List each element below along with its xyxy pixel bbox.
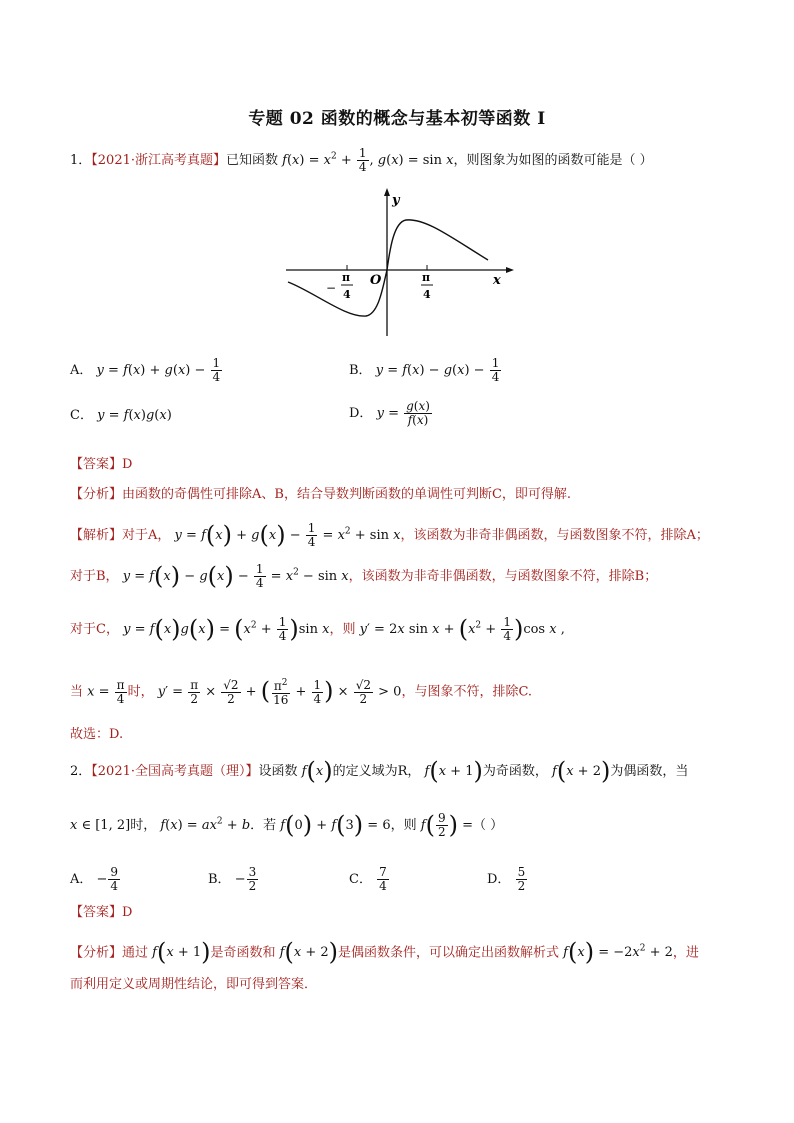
q2-stem-f: ．若	[250, 818, 277, 833]
q2-stem-g: ，则	[390, 818, 417, 833]
neg-tick-pi: π	[342, 271, 351, 284]
q2-analysis-tag: 【分析】	[70, 945, 123, 961]
q1-solution-line-3: 对于C， $y = f(x)g(x) = (x^2$ + $\frac{1}{4}$ )sin x，则 y′ = 2x $\sin x + (x^2$ + $\frac{1}{4}$ )cos x ,	[70, 614, 565, 643]
q1-sol1-suffix: ，该函数为非奇非偶函数，与函数图象不符，排除A；	[400, 528, 709, 543]
q2-stem-e: 时，	[130, 818, 157, 833]
q1-option-d: D． y = $\frac{g(x)}{f(x)}$	[349, 399, 430, 427]
q1-option-d-letter: D．	[349, 406, 373, 421]
q2-answer-value: D	[122, 905, 133, 920]
q1-solution-line-4: 当 x = $\frac{\pi}{4}$ 时， y′ = $\frac{\pi}{2}$ × $\frac{√2}{2}$ + ( $\frac{\pi^2}{16}$ + $\frac{1}{4}$ ) × $\frac{√2}{2}$ > 0，与图象不符，排除C.	[70, 677, 533, 707]
q2-option-a: A． − $\frac{9}{4}$	[70, 865, 119, 893]
pos-tick-pi: π	[422, 271, 431, 284]
q1-source-tag: 【2021·浙江高考真题】	[91, 153, 226, 168]
q1-answer-value: D	[122, 457, 133, 472]
q2-option-b: B． − $\frac{3}{2}$	[208, 865, 257, 893]
q1-answer-tag: 【答案】	[70, 457, 123, 472]
q1-sol3-prefix: 对于C，	[70, 622, 119, 637]
q2-stem-d: 为偶函数，当	[610, 764, 689, 779]
q1-stem-text-2: ，则图象为如图的函数可能是（ ）	[453, 153, 653, 168]
q2-option-d: D． $\frac{5}{2}$	[487, 865, 526, 893]
neg-tick-4: 4	[343, 288, 351, 301]
q2-stem-line-2: x ∈ [1, 2]时， $f(x) = ax^2 + b$．若 f(0) + f(3) = 6，则 f( $\frac{9}{2}$ ) =（ ）	[70, 810, 504, 839]
q1-sol4-mid: 时，	[127, 684, 154, 700]
q1-analysis-text: 由函数的奇偶性可排除A、B，结合导数判断函数的单调性可判断C，即可得解.	[122, 487, 572, 502]
q1-sol4-prefix: 当	[70, 684, 84, 700]
q2-source-tag: 【2021·全国高考真题（理）】	[91, 764, 259, 779]
q2-analysis-c: 是偶函数条件，可以确定出函数解析式	[338, 945, 560, 961]
q2-stem-c: 为奇函数，	[482, 764, 548, 779]
q2-option-b-letter: B．	[208, 872, 231, 887]
q2-stem-a: 设函数	[258, 764, 298, 779]
q2-stem-line-1: 2．【2021·全国高考真题（理）】设函数 f(x)的定义域为R， f(x + 1)为奇函数， f(x + 2)为偶函数，当	[70, 756, 689, 785]
q2-analysis-line-2: 而利用定义或周期性结论，即可得到答案．	[70, 977, 318, 992]
q2-number: 2．	[70, 764, 92, 779]
q1-answer	[70, 456, 132, 474]
q1-option-a: A． y = f(x) + g(x) − $\frac{1}{4}$	[70, 356, 221, 384]
q1-stem-text: 已知函数	[226, 153, 279, 168]
q2-analysis-line-1: 【分析】通过 f(x + 1)是奇函数和 f(x + 2)是偶函数条件，可以确定出函数解析式 $f(x) = -2x^2 + 2$，进	[70, 937, 699, 966]
page-title: 专题 02 函数的概念与基本初等函数 I	[248, 109, 546, 129]
q1-stem: 1．【2021·浙江高考真题】已知函数 $f(x) = x^2$ + $\frac{1}{4}$ , g(x) = sin x，则图象为如图的函数可能是（ ）	[70, 146, 653, 174]
pos-tick-4: 4	[423, 288, 431, 301]
y-axis-label: y	[392, 193, 400, 208]
function-graph	[284, 186, 514, 338]
q1-sol2-prefix: 对于B，	[70, 569, 119, 584]
q1-final: 故选：D.	[70, 727, 124, 742]
q1-analysis-tag: 【分析】	[70, 487, 123, 502]
q2-analysis-a: 通过	[122, 945, 149, 961]
q2-answer	[70, 904, 132, 922]
q1-option-c: C． y = f(x)g(x)	[70, 408, 172, 423]
x-axis-label: x	[493, 273, 501, 288]
q1-option-b-letter: B．	[349, 363, 372, 378]
q1-analysis	[70, 486, 571, 504]
q2-stem-b: 的定义域为R，	[332, 764, 421, 779]
q2-option-a-letter: A．	[70, 872, 93, 887]
q2-analysis-d: ，进	[672, 945, 699, 961]
q1-option-a-letter: A．	[70, 363, 93, 378]
q2-option-c: C． $\frac{7}{4}$	[349, 865, 387, 893]
q1-option-c-letter: C．	[70, 408, 93, 423]
q1-number: 1．	[70, 153, 92, 168]
q2-answer-tag: 【答案】	[70, 905, 123, 920]
q1-solution-line-1: 【解析】对于A， y = f(x) + g(x) − $\frac{1}{4}$ = $x^2 + \sin x$，该函数为非奇非偶函数，与函数图象不符，排除A；	[70, 520, 709, 549]
q1-option-b: B． y = f(x) − g(x) − $\frac{1}{4}$	[349, 356, 500, 384]
q2-option-c-letter: C．	[349, 872, 372, 887]
q1-sol3-mid: ，则	[329, 622, 356, 637]
q1-sol1-prefix: 对于A，	[122, 528, 171, 543]
q2-analysis-b: 是奇函数和	[210, 945, 276, 961]
q2-stem-h: （ ）	[472, 818, 504, 833]
q1-sol2-suffix: ，该函数为非奇非偶函数，与函数图象不符，排除B；	[348, 569, 658, 584]
q1-sol4-suffix: ，与图象不符，排除C.	[401, 684, 533, 700]
neg-tick-sign: −	[326, 281, 337, 295]
q2-option-d-letter: D．	[487, 872, 511, 887]
origin-label: O	[370, 273, 382, 288]
q1-solution-tag: 【解析】	[70, 528, 123, 543]
q1-solution-line-2: 对于B， y = f(x) − g(x) − $\frac{1}{4}$ = $x^2 - \sin x$，该函数为非奇非偶函数，与函数图象不符，排除B；	[70, 561, 658, 590]
